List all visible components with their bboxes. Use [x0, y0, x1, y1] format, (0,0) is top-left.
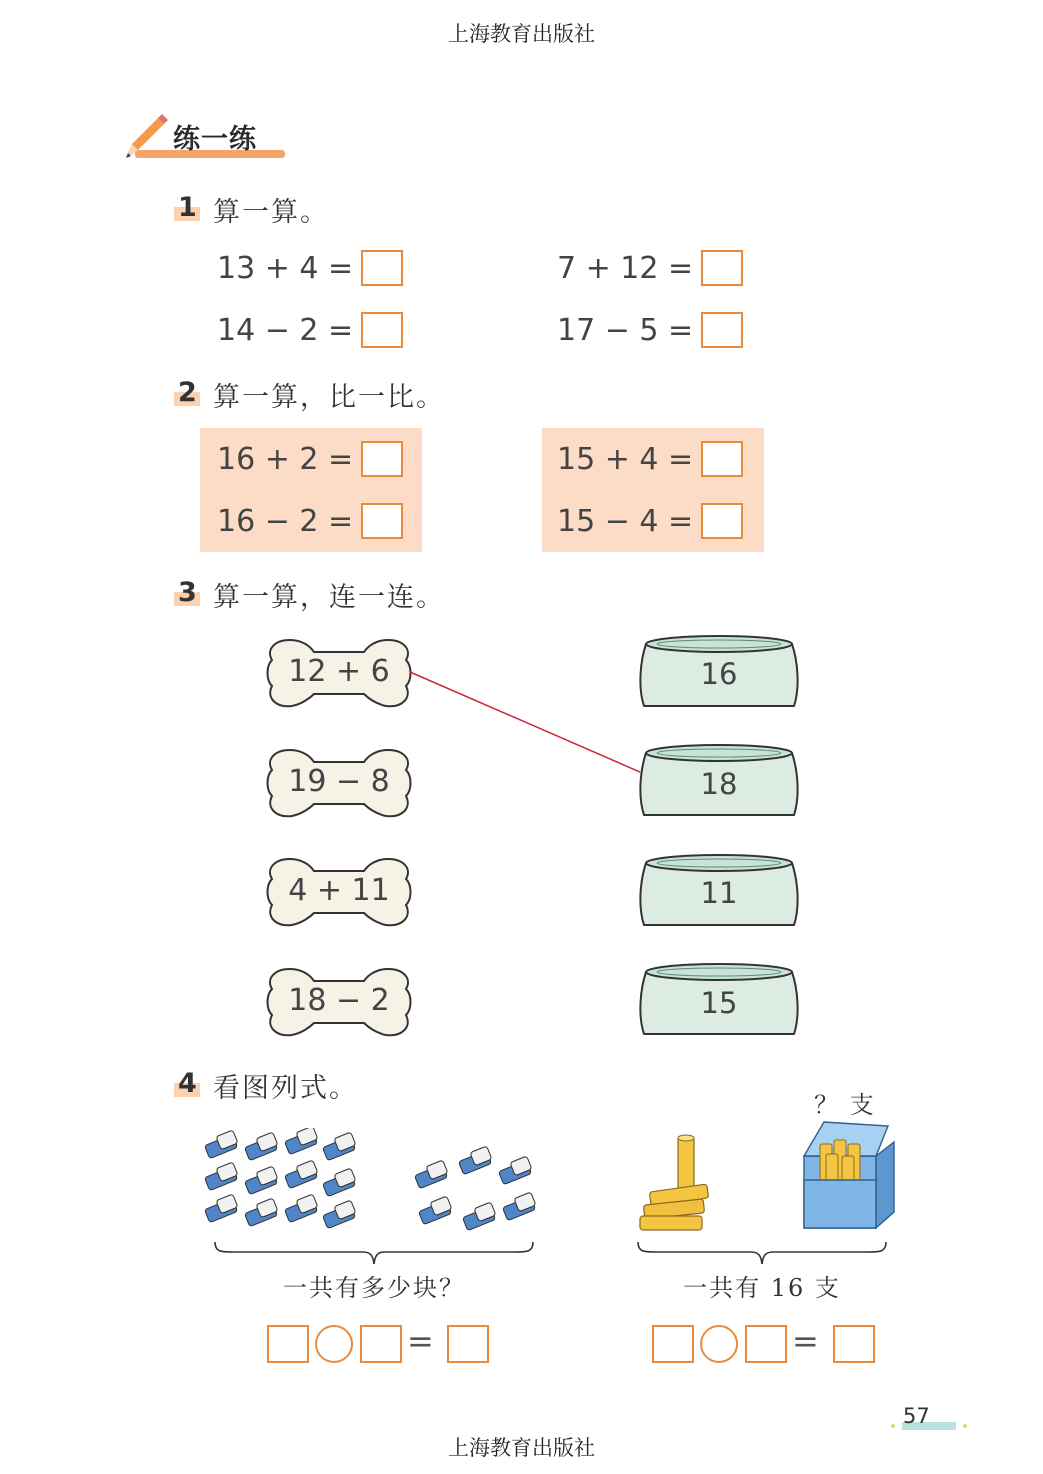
chalk-box-illustration	[798, 1116, 898, 1232]
q1-equation-2-text: 7 + 12 =	[557, 250, 694, 286]
header-publisher: 上海教育出版社	[448, 22, 595, 46]
q1-equation-4	[557, 312, 743, 348]
chalk-pile-illustration	[636, 1130, 716, 1240]
q1-equation-1-text: 13 + 4 =	[217, 250, 354, 286]
answer-box[interactable]	[361, 503, 403, 539]
eraser-icon	[497, 1156, 533, 1185]
formula-right-box-1[interactable]	[652, 1325, 694, 1363]
q2-equation-1-text: 16 + 2 =	[217, 441, 354, 477]
eraser-icon	[203, 1194, 239, 1223]
answer-box[interactable]	[701, 503, 743, 539]
formula-left-box-2[interactable]	[360, 1325, 402, 1363]
right-caption: 一共有 16 支	[683, 1274, 841, 1302]
pencil-icon	[122, 112, 168, 162]
question-1-number: 1	[178, 192, 197, 223]
bowl-number-1: 16	[700, 657, 738, 691]
eraser-icon	[283, 1160, 319, 1189]
formula-left-result-box[interactable]	[447, 1325, 489, 1363]
eraser-icon	[321, 1132, 357, 1161]
question-2-text: 算一算，比一比。	[213, 382, 445, 413]
bowl-number-3: 11	[700, 876, 738, 910]
footer-publisher: 上海教育出版社	[448, 1436, 595, 1460]
bone-expression-4: 18 − 2	[288, 983, 390, 1018]
left-brace	[213, 1240, 535, 1266]
right-brace	[636, 1240, 888, 1266]
left-caption: 一共有多少块？	[283, 1274, 465, 1302]
eraser-icon	[321, 1168, 357, 1197]
question-3-number-block	[178, 577, 197, 608]
q2-equation-1	[217, 441, 403, 477]
formula-right-equals-sign: =	[792, 1322, 819, 1360]
bone-expression-1: 12 + 6	[288, 654, 390, 689]
question-3-number: 3	[178, 577, 197, 608]
q2-equation-2	[217, 503, 403, 539]
answer-box[interactable]	[361, 312, 403, 348]
answer-box[interactable]	[701, 441, 743, 477]
question-1-text: 算一算。	[213, 197, 329, 228]
formula-right-box-2[interactable]	[745, 1325, 787, 1363]
q1-equation-4-text: 17 − 5 =	[557, 312, 694, 348]
question-mark-label: ？ 支	[814, 1091, 876, 1119]
erasers-illustration	[195, 1128, 540, 1238]
q2-equation-2-text: 16 − 2 =	[217, 503, 354, 539]
formula-right-operator-circle[interactable]	[700, 1325, 738, 1363]
eraser-icon	[283, 1194, 319, 1223]
eraser-icon	[461, 1202, 497, 1231]
answer-box[interactable]	[701, 312, 743, 348]
eraser-icon	[243, 1198, 279, 1227]
eraser-icon	[243, 1132, 279, 1161]
eraser-icon	[243, 1166, 279, 1195]
q1-equation-3-text: 14 − 2 =	[217, 312, 354, 348]
bowl-number-2: 18	[700, 767, 738, 801]
page-number: 57	[903, 1404, 930, 1428]
q1-equation-3	[217, 312, 403, 348]
eraser-icon	[501, 1192, 537, 1221]
formula-left-equals-sign: =	[407, 1322, 434, 1360]
formula-right-result-box[interactable]	[833, 1325, 875, 1363]
question-4-text: 看图列式。	[213, 1073, 358, 1104]
eraser-icon	[283, 1128, 319, 1155]
decor-dot	[891, 1424, 895, 1428]
answer-box[interactable]	[361, 441, 403, 477]
q2-equation-4	[557, 503, 743, 539]
decor-dot	[963, 1424, 967, 1428]
bowl-number-4: 15	[700, 986, 738, 1020]
eraser-icon	[203, 1162, 239, 1191]
question-2-number-block	[178, 377, 197, 408]
question-3-text: 算一算，连一连。	[213, 582, 445, 613]
formula-left-box-1[interactable]	[267, 1325, 309, 1363]
q1-equation-2	[557, 250, 743, 286]
answer-box[interactable]	[701, 250, 743, 286]
question-4-number: 4	[178, 1068, 197, 1099]
section-title: 练一练	[173, 124, 257, 155]
question-1-number-block	[178, 192, 197, 223]
bone-expression-3: 4 + 11	[288, 873, 390, 908]
eraser-icon	[413, 1160, 449, 1189]
question-2-number: 2	[178, 377, 197, 408]
q2-equation-4-text: 15 − 4 =	[557, 503, 694, 539]
q2-equation-3-text: 15 + 4 =	[557, 441, 694, 477]
q1-equation-1	[217, 250, 403, 286]
answer-box[interactable]	[361, 250, 403, 286]
eraser-icon	[457, 1146, 493, 1175]
bone-expression-2: 19 − 8	[288, 764, 390, 799]
eraser-icon	[417, 1196, 453, 1225]
q2-equation-3	[557, 441, 743, 477]
eraser-icon	[321, 1200, 357, 1229]
eraser-icon	[203, 1130, 239, 1159]
question-4-number-block	[178, 1068, 197, 1099]
formula-left-operator-circle[interactable]	[315, 1325, 353, 1363]
